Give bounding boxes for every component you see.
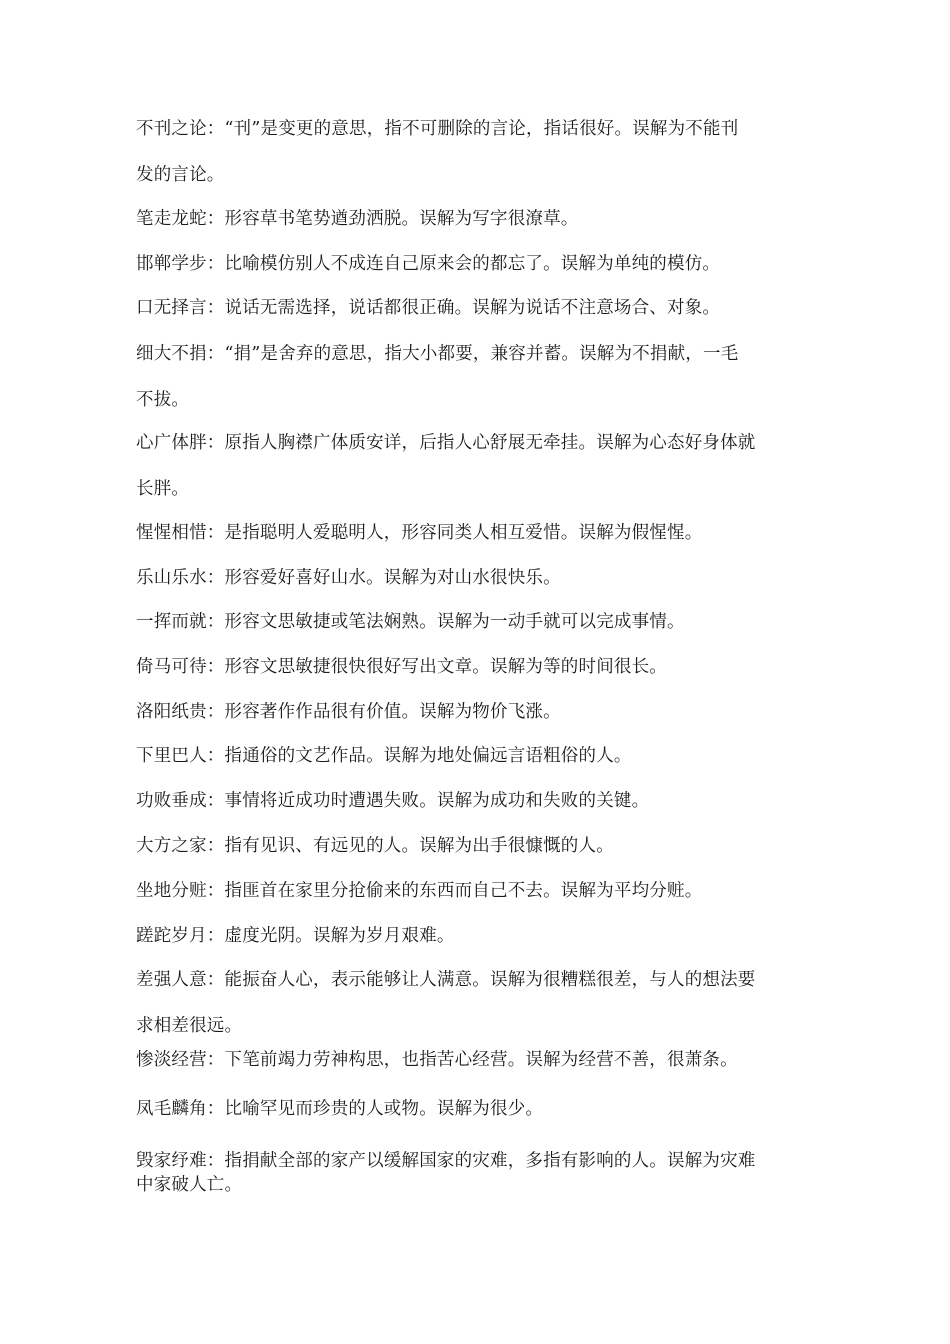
entry-cuo-tuo-sui-yue	[136, 924, 820, 948]
entry-line: 求相差很远。	[136, 1016, 243, 1036]
entry-le-shan-le-shui	[136, 566, 820, 590]
entry-gong-bai-chui-cheng	[136, 789, 820, 813]
entry-line: 不拔。	[136, 390, 190, 410]
entry-xi-da-bu-juan	[136, 342, 820, 412]
entry-line: 一挥而就：形容文思敏捷或笔法娴熟。误解为一动手就可以完成事情。	[136, 612, 685, 632]
entry-da-fang-zhi-jia	[136, 834, 820, 858]
entry-line: 毁家纾难：指捐献全部的家产以缓解国家的灾难，多指有影响的人。误解为灾难	[136, 1151, 756, 1171]
entry-line: 发的言论。	[136, 165, 225, 185]
entry-line: 惺惺相惜：是指聪明人爱聪明人，形容同类人相互爱惜。误解为假惺惺。	[136, 523, 703, 543]
entry-kou-wu-ze-yan	[136, 296, 820, 320]
entry-line: 乐山乐水：形容爱好喜好山水。误解为对山水很快乐。	[136, 568, 561, 588]
entry-line: 倚马可待：形容文思敏捷很快很好写出文章。误解为等的时间很长。	[136, 657, 667, 677]
entry-line: 心广体胖：原指人胸襟广体质安详，后指人心舒展无牵挂。误解为心态好身体就	[136, 433, 756, 453]
entry-line: 邯郸学步：比喻模仿别人不成连自己原来会的都忘了。误解为单纯的模仿。	[136, 254, 721, 274]
entry-line: 口无择言：说话无需选择，说话都很正确。误解为说话不注意场合、对象。	[136, 298, 721, 318]
entry-luo-yang-zhi-gui	[136, 700, 820, 724]
entry-line: 中家破人亡。	[136, 1175, 243, 1195]
entry-line: 大方之家：指有见识、有远见的人。误解为出手很慷慨的人。	[136, 836, 614, 856]
entry-line: 凤毛麟角：比喻罕见而珍贵的人或物。误解为很少。	[136, 1099, 544, 1119]
entry-line: 下里巴人：指通俗的文艺作品。误解为地处偏远言语粗俗的人。	[136, 746, 632, 766]
entry-line: 不刊之论：“刊”是变更的意思，指不可删除的言论，指话很好。误解为不能刊	[136, 119, 739, 139]
entry-line: 洛阳纸贵：形容著作作品很有价值。误解为物价飞涨。	[136, 702, 561, 722]
entry-cha-qiang-ren-yi	[136, 968, 820, 1038]
entry-line: 细大不捐：“捐”是舍弃的意思，指大小都要，兼容并蓄。误解为不捐献，一毛	[136, 344, 739, 364]
entry-bi-zou-long-she	[136, 207, 820, 231]
entry-line: 功败垂成：事情将近成功时遭遇失败。误解为成功和失败的关键。	[136, 791, 650, 811]
entry-han-dan-xue-bu	[136, 252, 820, 276]
entry-xing-xing-xiang-xi	[136, 521, 820, 545]
entry-buk an-zhi-lun	[136, 117, 820, 187]
entry-xia-li-ba-ren	[136, 744, 820, 768]
entry-line: 笔走龙蛇：形容草书笔势遒劲洒脱。误解为写字很潦草。	[136, 209, 579, 229]
entry-xin-guang-ti-pan	[136, 431, 820, 501]
entry-can-dan-jing-ying	[136, 1048, 820, 1072]
entry-line: 差强人意：能振奋人心，表示能够让人满意。误解为很糟糕很差，与人的想法要	[136, 970, 756, 990]
entry-feng-mao-lin-jiao	[136, 1097, 820, 1121]
entry-hui-jia-shu-nan	[136, 1149, 820, 1197]
entry-line: 蹉跎岁月：虚度光阴。误解为岁月艰难。	[136, 926, 455, 946]
entry-zuo-di-fen-zang	[136, 879, 820, 903]
entry-line: 坐地分赃：指匪首在家里分抢偷来的东西而自己不去。误解为平均分赃。	[136, 881, 703, 901]
entry-line: 惨淡经营：下笔前竭力劳神构思，也指苦心经营。误解为经营不善，很萧条。	[136, 1050, 738, 1070]
entry-yi-ma-ke-dai	[136, 655, 820, 679]
entry-line: 长胖。	[136, 479, 190, 499]
entry-yi-hui-er-jiu	[136, 610, 820, 634]
